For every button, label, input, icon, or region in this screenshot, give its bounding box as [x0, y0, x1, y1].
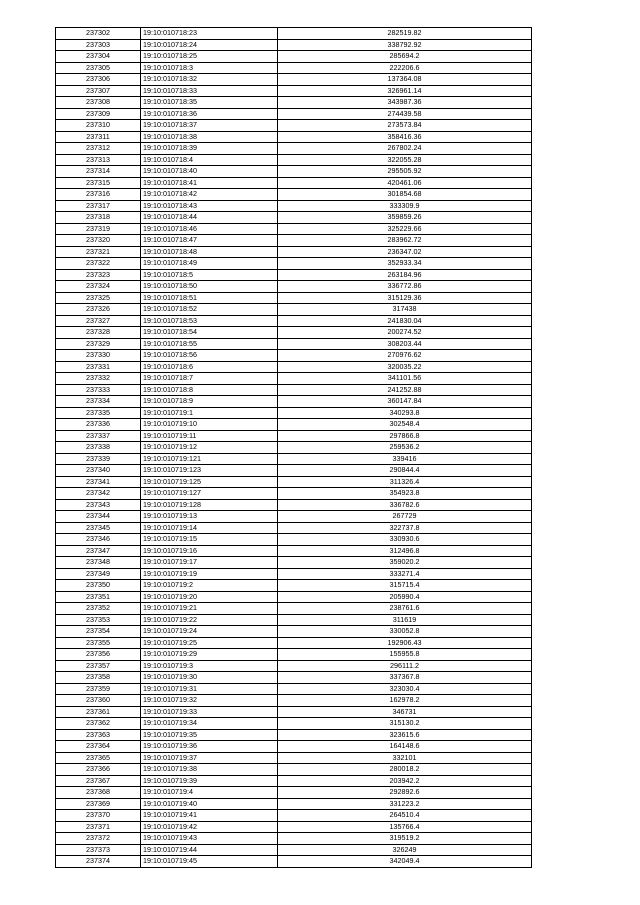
- value-cell: 241252.88: [278, 384, 532, 396]
- table-row: [56, 821, 532, 833]
- table-row: [56, 718, 532, 730]
- table-row: [56, 764, 532, 776]
- row-id-cell: 237328: [56, 327, 141, 339]
- timestamp-cell: 19:10:010718:23: [141, 28, 278, 40]
- value-cell: 337367.8: [278, 672, 532, 684]
- table-row: [56, 729, 532, 741]
- row-id-cell: 237317: [56, 200, 141, 212]
- table-row: [56, 637, 532, 649]
- table-row: [56, 511, 532, 523]
- row-id-cell: 237374: [56, 856, 141, 868]
- value-cell: 264510.4: [278, 810, 532, 822]
- row-id-cell: 237348: [56, 557, 141, 569]
- row-id-cell: 237318: [56, 212, 141, 224]
- value-cell: 325229.66: [278, 223, 532, 235]
- table-row: [56, 143, 532, 155]
- row-id-cell: 237323: [56, 269, 141, 281]
- table-row: [56, 775, 532, 787]
- value-cell: 283962.72: [278, 235, 532, 247]
- row-id-cell: 237367: [56, 775, 141, 787]
- timestamp-cell: 19:10:010718:56: [141, 350, 278, 362]
- timestamp-cell: 19:10:010718:36: [141, 108, 278, 120]
- timestamp-cell: 19:10:010719:3: [141, 660, 278, 672]
- value-cell: 137364.08: [278, 74, 532, 86]
- value-cell: 292892.6: [278, 787, 532, 799]
- table-row: [56, 810, 532, 822]
- timestamp-cell: 19:10:010718:54: [141, 327, 278, 339]
- table-row: [56, 39, 532, 51]
- table-row: [56, 649, 532, 661]
- timestamp-cell: 19:10:010719:11: [141, 430, 278, 442]
- row-id-cell: 237351: [56, 591, 141, 603]
- timestamp-cell: 19:10:010718:3: [141, 62, 278, 74]
- timestamp-cell: 19:10:010719:35: [141, 729, 278, 741]
- table-row: [56, 626, 532, 638]
- value-cell: 285694.2: [278, 51, 532, 63]
- table-body: [56, 28, 532, 868]
- row-id-cell: 237307: [56, 85, 141, 97]
- value-cell: 135766.4: [278, 821, 532, 833]
- timestamp-cell: 19:10:010719:32: [141, 695, 278, 707]
- value-cell: 319519.2: [278, 833, 532, 845]
- table-row: [56, 338, 532, 350]
- value-cell: 273573.84: [278, 120, 532, 132]
- timestamp-cell: 19:10:010718:52: [141, 304, 278, 316]
- timestamp-cell: 19:10:010719:19: [141, 568, 278, 580]
- timestamp-cell: 19:10:010719:22: [141, 614, 278, 626]
- table-row: [56, 223, 532, 235]
- row-id-cell: 237363: [56, 729, 141, 741]
- table-row: [56, 476, 532, 488]
- table-row: [56, 672, 532, 684]
- timestamp-cell: 19:10:010719:128: [141, 499, 278, 511]
- row-id-cell: 237308: [56, 97, 141, 109]
- table-row: [56, 28, 532, 40]
- table-row: [56, 453, 532, 465]
- table-row: [56, 235, 532, 247]
- timestamp-cell: 19:10:010718:42: [141, 189, 278, 201]
- row-id-cell: 237365: [56, 752, 141, 764]
- timestamp-cell: 19:10:010719:2: [141, 580, 278, 592]
- table-row: [56, 545, 532, 557]
- row-id-cell: 237358: [56, 672, 141, 684]
- value-cell: 290844.4: [278, 465, 532, 477]
- value-cell: 200274.52: [278, 327, 532, 339]
- table-row: [56, 166, 532, 178]
- value-cell: 311619: [278, 614, 532, 626]
- value-cell: 323030.4: [278, 683, 532, 695]
- row-id-cell: 237349: [56, 568, 141, 580]
- row-id-cell: 237303: [56, 39, 141, 51]
- row-id-cell: 237311: [56, 131, 141, 143]
- timestamp-cell: 19:10:010718:25: [141, 51, 278, 63]
- table-row: [56, 189, 532, 201]
- timestamp-cell: 19:10:010719:38: [141, 764, 278, 776]
- table-row: [56, 591, 532, 603]
- table-row: [56, 51, 532, 63]
- value-cell: 326249: [278, 844, 532, 856]
- timestamp-cell: 19:10:010718:8: [141, 384, 278, 396]
- table-row: [56, 706, 532, 718]
- value-cell: 282519.82: [278, 28, 532, 40]
- timestamp-cell: 19:10:010719:31: [141, 683, 278, 695]
- value-cell: 359859.26: [278, 212, 532, 224]
- timestamp-cell: 19:10:010718:32: [141, 74, 278, 86]
- timestamp-cell: 19:10:010718:37: [141, 120, 278, 132]
- value-cell: 333309.9: [278, 200, 532, 212]
- value-cell: 308203.44: [278, 338, 532, 350]
- value-cell: 295505.92: [278, 166, 532, 178]
- timestamp-cell: 19:10:010718:44: [141, 212, 278, 224]
- timestamp-cell: 19:10:010718:9: [141, 396, 278, 408]
- value-cell: 270976.62: [278, 350, 532, 362]
- value-cell: 359020.2: [278, 557, 532, 569]
- value-cell: 340293.8: [278, 407, 532, 419]
- row-id-cell: 237319: [56, 223, 141, 235]
- timestamp-cell: 19:10:010719:127: [141, 488, 278, 500]
- row-id-cell: 237340: [56, 465, 141, 477]
- value-cell: 259536.2: [278, 442, 532, 454]
- table-row: [56, 614, 532, 626]
- row-id-cell: 237344: [56, 511, 141, 523]
- timestamp-cell: 19:10:010719:45: [141, 856, 278, 868]
- table-row: [56, 200, 532, 212]
- value-cell: 343987.36: [278, 97, 532, 109]
- value-cell: 315129.36: [278, 292, 532, 304]
- table-row: [56, 108, 532, 120]
- timestamp-cell: 19:10:010719:34: [141, 718, 278, 730]
- table-row: [56, 407, 532, 419]
- timestamp-cell: 19:10:010719:24: [141, 626, 278, 638]
- timestamp-cell: 19:10:010718:38: [141, 131, 278, 143]
- table-row: [56, 660, 532, 672]
- value-cell: 263184.96: [278, 269, 532, 281]
- value-cell: 326961.14: [278, 85, 532, 97]
- value-cell: 267802.24: [278, 143, 532, 155]
- timestamp-cell: 19:10:010718:49: [141, 258, 278, 270]
- timestamp-cell: 19:10:010718:24: [141, 39, 278, 51]
- table-row: [56, 212, 532, 224]
- value-cell: 315715.4: [278, 580, 532, 592]
- timestamp-cell: 19:10:010718:46: [141, 223, 278, 235]
- data-table: [55, 27, 532, 868]
- timestamp-cell: 19:10:010719:125: [141, 476, 278, 488]
- row-id-cell: 237345: [56, 522, 141, 534]
- row-id-cell: 237368: [56, 787, 141, 799]
- table-row: [56, 373, 532, 385]
- table-row: [56, 419, 532, 431]
- row-id-cell: 237331: [56, 361, 141, 373]
- row-id-cell: 237343: [56, 499, 141, 511]
- row-id-cell: 237324: [56, 281, 141, 293]
- timestamp-cell: 19:10:010718:43: [141, 200, 278, 212]
- timestamp-cell: 19:10:010719:41: [141, 810, 278, 822]
- value-cell: 236347.02: [278, 246, 532, 258]
- value-cell: 241830.04: [278, 315, 532, 327]
- value-cell: 420461.06: [278, 177, 532, 189]
- value-cell: 338792.92: [278, 39, 532, 51]
- timestamp-cell: 19:10:010719:42: [141, 821, 278, 833]
- timestamp-cell: 19:10:010719:25: [141, 637, 278, 649]
- row-id-cell: 237338: [56, 442, 141, 454]
- row-id-cell: 237336: [56, 419, 141, 431]
- timestamp-cell: 19:10:010718:6: [141, 361, 278, 373]
- timestamp-cell: 19:10:010719:40: [141, 798, 278, 810]
- row-id-cell: 237347: [56, 545, 141, 557]
- value-cell: 155955.8: [278, 649, 532, 661]
- table-row: [56, 131, 532, 143]
- value-cell: 332101: [278, 752, 532, 764]
- value-cell: 162978.2: [278, 695, 532, 707]
- timestamp-cell: 19:10:010718:41: [141, 177, 278, 189]
- value-cell: 333271.4: [278, 568, 532, 580]
- table-row: [56, 844, 532, 856]
- timestamp-cell: 19:10:010719:13: [141, 511, 278, 523]
- value-cell: 330930.6: [278, 534, 532, 546]
- table-row: [56, 488, 532, 500]
- timestamp-cell: 19:10:010718:39: [141, 143, 278, 155]
- table-row: [56, 396, 532, 408]
- row-id-cell: 237333: [56, 384, 141, 396]
- timestamp-cell: 19:10:010719:39: [141, 775, 278, 787]
- value-cell: 322737.8: [278, 522, 532, 534]
- table-row: [56, 97, 532, 109]
- table-row: [56, 752, 532, 764]
- table-row: [56, 499, 532, 511]
- timestamp-cell: 19:10:010719:15: [141, 534, 278, 546]
- timestamp-cell: 19:10:010719:4: [141, 787, 278, 799]
- table-row: [56, 315, 532, 327]
- value-cell: 297866.8: [278, 430, 532, 442]
- value-cell: 317438: [278, 304, 532, 316]
- value-cell: 203942.2: [278, 775, 532, 787]
- table-row: [56, 246, 532, 258]
- row-id-cell: 237350: [56, 580, 141, 592]
- timestamp-cell: 19:10:010719:16: [141, 545, 278, 557]
- row-id-cell: 237372: [56, 833, 141, 845]
- row-id-cell: 237325: [56, 292, 141, 304]
- timestamp-cell: 19:10:010719:36: [141, 741, 278, 753]
- value-cell: 360147.84: [278, 396, 532, 408]
- value-cell: 302548.4: [278, 419, 532, 431]
- value-cell: 323615.6: [278, 729, 532, 741]
- timestamp-cell: 19:10:010718:4: [141, 154, 278, 166]
- value-cell: 311326.4: [278, 476, 532, 488]
- row-id-cell: 237370: [56, 810, 141, 822]
- timestamp-cell: 19:10:010719:123: [141, 465, 278, 477]
- timestamp-cell: 19:10:010719:44: [141, 844, 278, 856]
- row-id-cell: 237364: [56, 741, 141, 753]
- timestamp-cell: 19:10:010719:33: [141, 706, 278, 718]
- table-row: [56, 85, 532, 97]
- row-id-cell: 237315: [56, 177, 141, 189]
- table-row: [56, 120, 532, 132]
- value-cell: 358416.36: [278, 131, 532, 143]
- row-id-cell: 237305: [56, 62, 141, 74]
- row-id-cell: 237302: [56, 28, 141, 40]
- timestamp-cell: 19:10:010718:53: [141, 315, 278, 327]
- row-id-cell: 237354: [56, 626, 141, 638]
- table-row: [56, 304, 532, 316]
- value-cell: 320035.22: [278, 361, 532, 373]
- timestamp-cell: 19:10:010718:5: [141, 269, 278, 281]
- value-cell: 280018.2: [278, 764, 532, 776]
- row-id-cell: 237335: [56, 407, 141, 419]
- value-cell: 336782.6: [278, 499, 532, 511]
- table-row: [56, 292, 532, 304]
- table-row: [56, 683, 532, 695]
- row-id-cell: 237304: [56, 51, 141, 63]
- row-id-cell: 237356: [56, 649, 141, 661]
- table-row: [56, 62, 532, 74]
- value-cell: 339416: [278, 453, 532, 465]
- row-id-cell: 237330: [56, 350, 141, 362]
- value-cell: 330052.8: [278, 626, 532, 638]
- row-id-cell: 237355: [56, 637, 141, 649]
- row-id-cell: 237314: [56, 166, 141, 178]
- value-cell: 164148.6: [278, 741, 532, 753]
- row-id-cell: 237313: [56, 154, 141, 166]
- table-row: [56, 695, 532, 707]
- row-id-cell: 237352: [56, 603, 141, 615]
- row-id-cell: 237334: [56, 396, 141, 408]
- row-id-cell: 237310: [56, 120, 141, 132]
- row-id-cell: 237357: [56, 660, 141, 672]
- row-id-cell: 237371: [56, 821, 141, 833]
- row-id-cell: 237322: [56, 258, 141, 270]
- timestamp-cell: 19:10:010719:43: [141, 833, 278, 845]
- timestamp-cell: 19:10:010718:50: [141, 281, 278, 293]
- timestamp-cell: 19:10:010719:1: [141, 407, 278, 419]
- value-cell: 336772.86: [278, 281, 532, 293]
- table-row: [56, 557, 532, 569]
- row-id-cell: 237359: [56, 683, 141, 695]
- table-row: [56, 442, 532, 454]
- value-cell: 322055.28: [278, 154, 532, 166]
- value-cell: 346731: [278, 706, 532, 718]
- row-id-cell: 237360: [56, 695, 141, 707]
- timestamp-cell: 19:10:010719:121: [141, 453, 278, 465]
- table-row: [56, 787, 532, 799]
- table-row: [56, 522, 532, 534]
- table-row: [56, 74, 532, 86]
- row-id-cell: 237346: [56, 534, 141, 546]
- table-row: [56, 603, 532, 615]
- timestamp-cell: 19:10:010719:21: [141, 603, 278, 615]
- value-cell: 352933.34: [278, 258, 532, 270]
- table-row: [56, 281, 532, 293]
- timestamp-cell: 19:10:010719:14: [141, 522, 278, 534]
- row-id-cell: 237332: [56, 373, 141, 385]
- timestamp-cell: 19:10:010719:30: [141, 672, 278, 684]
- row-id-cell: 237327: [56, 315, 141, 327]
- table-row: [56, 856, 532, 868]
- timestamp-cell: 19:10:010719:12: [141, 442, 278, 454]
- value-cell: 296111.2: [278, 660, 532, 672]
- row-id-cell: 237337: [56, 430, 141, 442]
- table-row: [56, 833, 532, 845]
- timestamp-cell: 19:10:010719:29: [141, 649, 278, 661]
- value-cell: 342049.4: [278, 856, 532, 868]
- timestamp-cell: 19:10:010718:35: [141, 97, 278, 109]
- value-cell: 205990.4: [278, 591, 532, 603]
- row-id-cell: 237361: [56, 706, 141, 718]
- table-row: [56, 384, 532, 396]
- row-id-cell: 237306: [56, 74, 141, 86]
- row-id-cell: 237316: [56, 189, 141, 201]
- row-id-cell: 237320: [56, 235, 141, 247]
- value-cell: 312496.8: [278, 545, 532, 557]
- table-row: [56, 154, 532, 166]
- table-row: [56, 568, 532, 580]
- row-id-cell: 237326: [56, 304, 141, 316]
- timestamp-cell: 19:10:010718:33: [141, 85, 278, 97]
- value-cell: 315130.2: [278, 718, 532, 730]
- table-row: [56, 350, 532, 362]
- value-cell: 331223.2: [278, 798, 532, 810]
- row-id-cell: 237341: [56, 476, 141, 488]
- table-row: [56, 580, 532, 592]
- row-id-cell: 237362: [56, 718, 141, 730]
- value-cell: 267729: [278, 511, 532, 523]
- table-row: [56, 177, 532, 189]
- value-cell: 238761.6: [278, 603, 532, 615]
- value-cell: 222206.6: [278, 62, 532, 74]
- table-row: [56, 430, 532, 442]
- value-cell: 274439.58: [278, 108, 532, 120]
- row-id-cell: 237321: [56, 246, 141, 258]
- timestamp-cell: 19:10:010719:17: [141, 557, 278, 569]
- timestamp-cell: 19:10:010719:37: [141, 752, 278, 764]
- value-cell: 192906.43: [278, 637, 532, 649]
- table-row: [56, 465, 532, 477]
- row-id-cell: 237342: [56, 488, 141, 500]
- timestamp-cell: 19:10:010718:7: [141, 373, 278, 385]
- row-id-cell: 237353: [56, 614, 141, 626]
- row-id-cell: 237339: [56, 453, 141, 465]
- timestamp-cell: 19:10:010718:47: [141, 235, 278, 247]
- row-id-cell: 237369: [56, 798, 141, 810]
- row-id-cell: 237312: [56, 143, 141, 155]
- row-id-cell: 237329: [56, 338, 141, 350]
- table-row: [56, 741, 532, 753]
- table-row: [56, 269, 532, 281]
- row-id-cell: 237366: [56, 764, 141, 776]
- timestamp-cell: 19:10:010718:55: [141, 338, 278, 350]
- table-row: [56, 798, 532, 810]
- table-row: [56, 258, 532, 270]
- table-row: [56, 534, 532, 546]
- table-row: [56, 361, 532, 373]
- timestamp-cell: 19:10:010719:10: [141, 419, 278, 431]
- row-id-cell: 237373: [56, 844, 141, 856]
- table-row: [56, 327, 532, 339]
- row-id-cell: 237309: [56, 108, 141, 120]
- value-cell: 301854.68: [278, 189, 532, 201]
- value-cell: 354923.8: [278, 488, 532, 500]
- timestamp-cell: 19:10:010718:48: [141, 246, 278, 258]
- timestamp-cell: 19:10:010719:20: [141, 591, 278, 603]
- timestamp-cell: 19:10:010718:40: [141, 166, 278, 178]
- timestamp-cell: 19:10:010718:51: [141, 292, 278, 304]
- value-cell: 341101.56: [278, 373, 532, 385]
